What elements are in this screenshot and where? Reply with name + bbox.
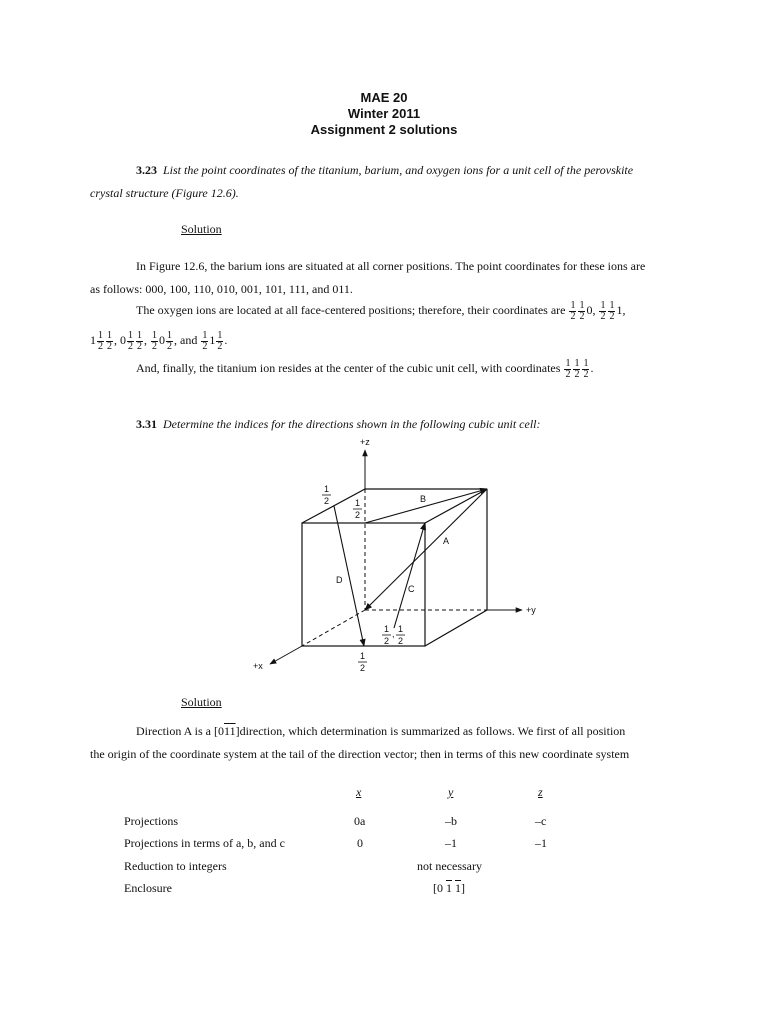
- assignment-title: Assignment 2 solutions: [310, 122, 458, 137]
- table-row-label: Projections: [124, 814, 178, 828]
- x-axis-arrow: [270, 646, 302, 664]
- problem-331-prompt: [136, 416, 541, 432]
- problem-323-prompt: [136, 162, 633, 178]
- dirA-pre: Direction A is a: [136, 724, 211, 738]
- problem-323-para1-line1: In Figure 12.6, the barium ions are situated at all corner positions. The point coordinates for these ions are: [136, 259, 646, 273]
- direction-label-B: B: [420, 494, 427, 504]
- term-title: Winter 2011: [347, 106, 421, 121]
- svg-text:1: 1: [355, 498, 361, 508]
- oxygen-coord-5: $\frac{1}{2}$ 0 $\frac{1}{2}$ ,: [152, 329, 177, 352]
- axis-label-y: +y: [526, 605, 536, 615]
- table-row-label: Projections in terms of a, b, and c: [124, 836, 285, 850]
- table-header-z: z: [538, 785, 543, 799]
- hidden-edge-diagonal: [302, 610, 365, 646]
- table-row-label: Reduction to integers: [124, 859, 227, 873]
- oxygen-coord-2: $\frac{1}{2}$ $\frac{1}{2}$ 1,: [600, 299, 626, 322]
- table-cell: –1: [445, 836, 457, 850]
- direction-label-A: A: [443, 536, 450, 546]
- problem-331-solution-label: Solution: [181, 695, 222, 709]
- axis-label-z: +z: [360, 437, 370, 447]
- table-cell-span: not necessary: [417, 859, 482, 873]
- table-cell: 0: [357, 836, 363, 850]
- table-header-y: y: [448, 785, 454, 799]
- direction-A-arrow: [365, 489, 487, 610]
- svg-text:1: 1: [324, 484, 330, 494]
- table-cell-enclosure: [0 1 1]: [433, 881, 465, 895]
- problem-323-oxygen-coords: [90, 330, 227, 352]
- oxygen-coord-4: 0 $\frac{1}{2}$ $\frac{1}{2}$ ,: [120, 329, 147, 352]
- problem-323-number: 3.23: [136, 163, 157, 177]
- svg-text:2: 2: [360, 663, 366, 673]
- svg-text:2: 2: [398, 636, 404, 646]
- table-row-label: Enclosure: [124, 881, 172, 895]
- dirA-post: direction, which determination is summarized as follows. We first of all position: [239, 724, 626, 738]
- svg-text:2: 2: [384, 636, 390, 646]
- problem-323-solution-label: Solution: [181, 222, 222, 236]
- titanium-coord: $\frac{1}{2}$ $\frac{1}{2}$ $\frac{1}{2}$ .: [565, 357, 594, 380]
- dirA-indices: [011]: [214, 724, 240, 738]
- table-cell: –1: [535, 836, 547, 850]
- problem-331-number: 3.31: [136, 417, 157, 431]
- oxygen-coord-6: $\frac{1}{2}$ 1 $\frac{1}{2}$ .: [202, 329, 228, 352]
- problem-323-para3: [136, 358, 593, 380]
- frac-label-bottom: [358, 651, 367, 673]
- oxygen-coord-3: 1 $\frac{1}{2}$ $\frac{1}{2}$ ,: [90, 329, 117, 352]
- problem-331-prompt-text: Determine the indices for the directions shown in the following cubic unit cell:: [163, 417, 541, 431]
- direction-label-C: C: [408, 584, 415, 594]
- problem-331-dirA-line2: the origin of the coordinate system at the tail of the direction vector; then in terms of this new coordinate system: [90, 747, 630, 761]
- svg-text:2: 2: [324, 496, 330, 506]
- direction-C-arrow: [394, 523, 425, 628]
- problem-323-para2: [136, 300, 625, 322]
- frac-label-top-edge: [353, 498, 362, 520]
- problem-323-prompt-line1: List the point coordinates of the titanium, barium, and oxygen ions for a unit cell of the perovskite: [163, 163, 634, 177]
- cube-top-face: [302, 489, 487, 523]
- direction-label-D: D: [336, 575, 343, 585]
- svg-text:2: 2: [355, 510, 361, 520]
- problem-331-dirA-line1: [136, 723, 625, 739]
- svg-text:1: 1: [384, 624, 390, 634]
- table-cell: –c: [535, 814, 547, 828]
- axis-label-x: +x: [253, 661, 263, 671]
- oxygen-coord-1: $\frac{1}{2}$ $\frac{1}{2}$ 0,: [570, 299, 599, 322]
- and-word: and: [180, 333, 198, 347]
- frac-label-C-tail: [382, 624, 405, 646]
- para3-text: And, finally, the titanium ion resides at the center of the cubic unit cell, with coordinates: [136, 361, 561, 375]
- problem-323-para1-line2: as follows: 000, 100, 110, 010, 001, 101, 111, and 011.: [90, 282, 353, 296]
- svg-text:,: ,: [392, 629, 395, 639]
- table-cell: 0a: [354, 814, 366, 828]
- cube-right-face: [425, 489, 487, 646]
- para2-text: The oxygen ions are located at all face-centered positions; therefore, their coordinates are: [136, 303, 566, 317]
- problem-323-prompt-line2: crystal structure (Figure 12.6).: [90, 186, 239, 200]
- table-header-x: x: [356, 785, 362, 799]
- table-cell: –b: [445, 814, 457, 828]
- frac-label-top-left: [322, 484, 331, 506]
- course-title: MAE 20: [360, 90, 408, 105]
- cubic-unit-cell-figure: [240, 432, 550, 682]
- svg-text:1: 1: [398, 624, 404, 634]
- svg-text:1: 1: [360, 651, 366, 661]
